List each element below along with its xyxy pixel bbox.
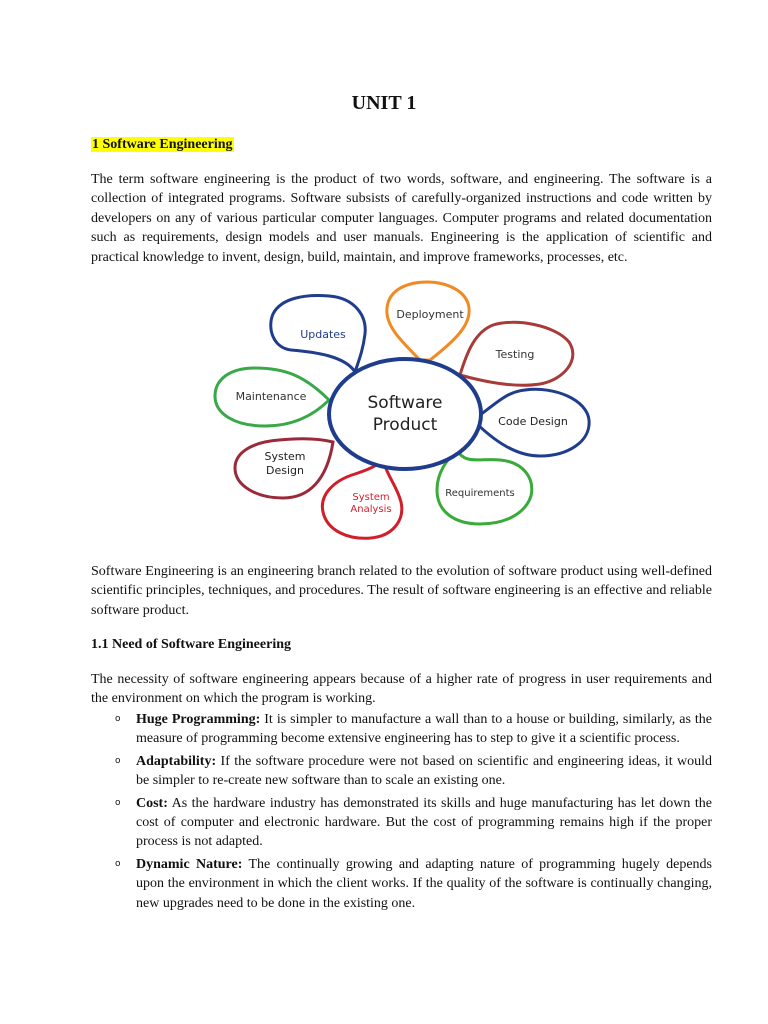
bullet-marker: o bbox=[115, 797, 121, 808]
center-label-line2: Product bbox=[372, 415, 438, 435]
bullet-text: The continually growing and adapting nature of programming hugely depends upon the environment in which the client works. If the quality of the software is continually changing, new upgrades need to be done in the existing one. bbox=[136, 856, 712, 911]
center-label-line1: Software bbox=[367, 393, 443, 413]
paragraph-need-intro: The necessity of software engineering appears because of a higher rate of progress in user requirements and the environment on which the program is working. bbox=[91, 672, 712, 707]
bullet-term: Huge Programming: bbox=[136, 712, 261, 727]
bullet-term: Adaptability: bbox=[136, 753, 217, 769]
highlighted-heading-text: 1 Software Engineering bbox=[92, 137, 233, 152]
bullet-text: It is simpler to manufacture a wall than to a house or building, similarly, as the measure of programming become extensive engineering has to step to give it a scientific process. bbox=[136, 712, 712, 747]
section-heading-need: 1.1 Need of Software Engineering bbox=[91, 637, 291, 652]
bullet-term: Dynamic Nature: bbox=[136, 856, 243, 872]
section-heading-software-engineering bbox=[91, 135, 234, 154]
petal-label-system-analysis-1: System bbox=[352, 492, 390, 503]
bullet-text: If the software procedure were not based on scientific and engineering ideas, it would be simpler to re-create new software than to scale an existing one. bbox=[136, 753, 712, 789]
petal-deployment bbox=[387, 282, 469, 360]
bullet-marker: o bbox=[115, 755, 121, 766]
petal-label-testing: Testing bbox=[495, 348, 535, 361]
list-item bbox=[91, 710, 712, 749]
petal-label-code-design: Code Design bbox=[498, 415, 568, 428]
petal-label-system-design-1: System bbox=[264, 450, 306, 463]
petal-system-analysis bbox=[322, 460, 401, 538]
petal-maintenance bbox=[215, 368, 329, 426]
need-bullet-list bbox=[91, 710, 712, 916]
petal-label-updates: Updates bbox=[300, 328, 346, 341]
paragraph-definition: The term software engineering is the product of two words, software, and engineering. The software is a collection of integrated programs. Software subsists of carefully-organized instructions and code written by developers on any of various particular computer languages. Computer programs and related documentation such as requirements, design models and user manuals. Engineering is the application of scientific and practical knowledge to invent, design, build, maintain, and improve frameworks, processes, etc. bbox=[91, 172, 712, 265]
center-node bbox=[329, 359, 481, 469]
petal-label-system-design-2: Design bbox=[266, 464, 304, 477]
petal-label-system-analysis-2: Analysis bbox=[350, 504, 392, 515]
unit-title: UNIT 1 bbox=[351, 92, 417, 114]
petal-label-maintenance: Maintenance bbox=[235, 390, 307, 403]
list-item bbox=[91, 855, 712, 913]
petal-testing bbox=[460, 322, 573, 385]
list-item bbox=[91, 752, 712, 791]
petal-label-requirements: Requirements bbox=[445, 488, 515, 499]
software-product-diagram bbox=[205, 280, 600, 545]
petal-updates bbox=[271, 296, 365, 372]
paragraph-definition-2: Software Engineering is an engineering branch related to the evolution of software product using well-defined scientific principles, techniques, and procedures. The result of software engineering is an effective and reliable software product. bbox=[91, 564, 712, 618]
bullet-marker: o bbox=[115, 858, 121, 869]
bullet-text: As the hardware industry has demonstrated its skills and huge manufacturing has let down the cost of computer and electronic hardware. But the cost of programming remains high if the proper process is not adapted. bbox=[136, 795, 712, 850]
petal-requirements bbox=[437, 450, 532, 524]
petal-code-design bbox=[473, 389, 589, 456]
petal-label-deployment: Deployment bbox=[396, 308, 464, 321]
petal-system-design bbox=[235, 439, 333, 498]
list-item bbox=[91, 794, 712, 852]
bullet-term: Cost: bbox=[136, 795, 168, 811]
bullet-marker: o bbox=[115, 714, 121, 724]
